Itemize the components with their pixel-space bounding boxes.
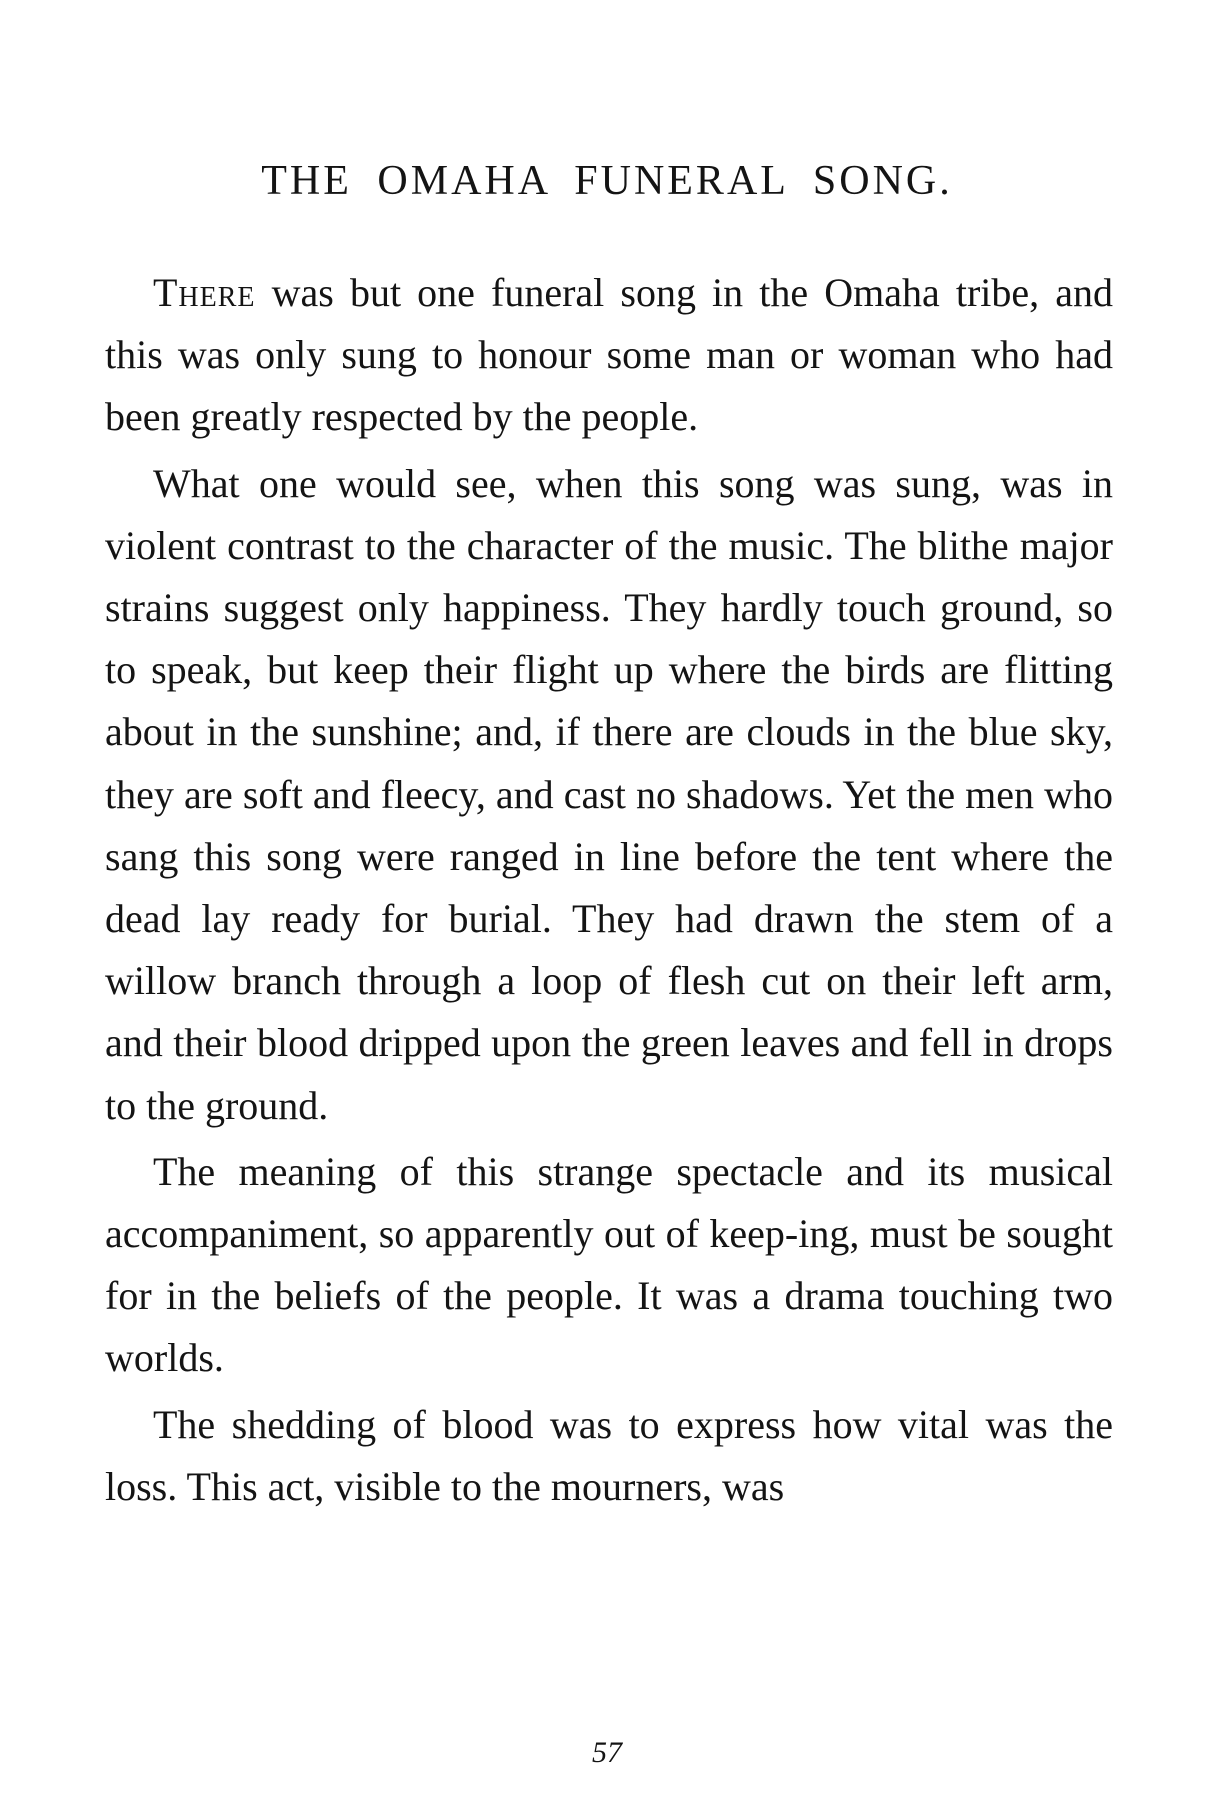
paragraph-text: was but one funeral song in the Omaha tribe, and this was only sung to honour some man or woman who had been greatly respected by the people. [105, 270, 1113, 440]
paragraph-lead-word: There [153, 270, 256, 315]
paragraph-2 [105, 453, 1113, 1137]
paragraph-4 [105, 1394, 1113, 1518]
paragraph-3 [105, 1141, 1113, 1390]
paragraph-1 [105, 262, 1113, 449]
page-number: 57 [592, 1736, 622, 1769]
paragraph-text: The meaning of this strange spectacle and its musical accompaniment, so apparently out of keep-ing, must be sought for in the beliefs of the people. It was a drama touching two worlds. [105, 1148, 1113, 1381]
paragraph-text: What one would see, when this song was sung, was in violent contrast to the character of the music. The blithe major strains suggest only happiness. They hardly touch ground, so to speak, but keep their flight up where the birds are flitting about in the sunshine; and, if there are clouds in the blue sky, they are soft and fleecy, and cast no shadows. Yet the men who sang this song were ranged in line before the tent where the dead lay ready for burial. They had drawn the stem of a willow branch through a loop of flesh cut on their left arm, and their blood dripped upon the green leaves and fell in drops to the ground. [105, 460, 1113, 1128]
paragraph-text: The shedding of blood was to express how vital was the loss. This act, visible to the mourners, was [105, 1401, 1113, 1509]
body-text [105, 262, 1113, 1518]
chapter-title: THE OMAHA FUNERAL SONG. [261, 158, 953, 204]
